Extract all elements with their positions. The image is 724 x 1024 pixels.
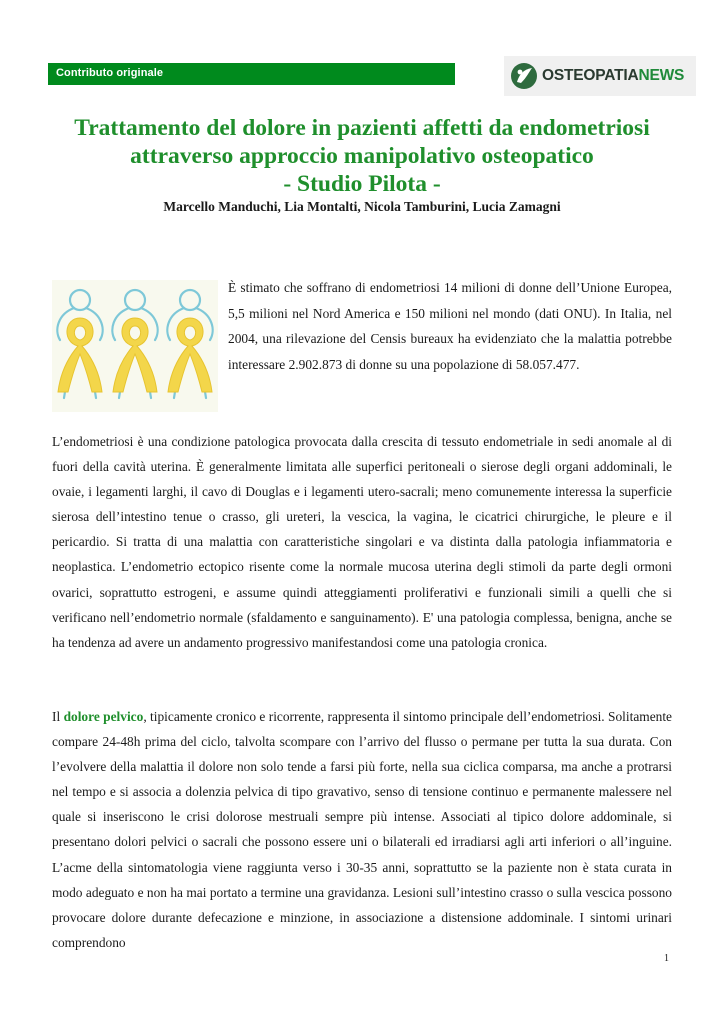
banner-label: Contributo originale <box>56 67 164 79</box>
title-line-1: Trattamento del dolore in pazienti affetti da endometriosi <box>74 115 650 141</box>
p2-lead: Il <box>52 709 64 724</box>
authors-line: Marcello Manduchi, Lia Montalti, Nicola Tamburini, Lucia Zamagni <box>163 199 561 214</box>
intro-paragraph: È stimato che soffrano di endometriosi 14 milioni di donne dell’Unione Europea, 5,5 milioni nel Nord America e 150 milioni nel mondo (dati ONU). In Italia, nel 2004, una rilevazione del Censis bureaux ha evidenziato che la malattia potrebbe interessare 2.902.873 di donne su una popolazione di 58.057.477. <box>228 280 672 372</box>
logo-mark-icon <box>510 62 538 90</box>
yellow-ribbon-figures-icon <box>52 280 218 412</box>
title-line-2: attraverso approccio manipolativo osteopatico <box>130 143 594 169</box>
dolore-pelvico-highlight: dolore pelvico <box>63 709 144 724</box>
osteopatianews-logo <box>504 56 696 96</box>
body-paragraph-1: L’endometriosi è una condizione patologica provocata dalla crescita di tessuto endometriale in sedi anomale al di fuori della cavità uterina. È generalmente limitata alle superfici peritoneali o sierose degli organi addominali, le ovaie, i legamenti larghi, il cavo di Douglas e i legamenti utero-sacrali; meno comunemente interessa la superficie sierosa dell’intestino tenue o crasso, gli ureteri, la vescica, la vagina, le cicatrici chirurgiche, le pleure e il pericardio. Si tratta di una malattia con caratteristiche singolari e va distinta dalla patologia infiammatoria e neoplastica. L’endometrio ectopico risente come la normale mucosa uterina degli stimoli da parte degli ormoni ovarici, soprattutto estrogeni, e assume quindi atteggiamenti proliferativi e funzionali simili a quelli che si verificano nell’endometrio normale (sfaldamento e sanguinamento). E' una patologia complessa, benigna, anche se ha tendenza ad avere un andamento progressivo manifestandosi come una patologia cronica. <box>52 434 672 650</box>
title-line-3: - Studio Pilota - <box>283 171 441 197</box>
logo-wordmark: OSTEOPATIANEWS <box>542 67 685 84</box>
article-title <box>30 114 694 198</box>
p2-rest: , tipicamente cronico e ricorrente, rappresenta il sintomo principale dell’endometriosi. Solitamente compare 24-48h prima del ciclo, talvolta scompare con l’arrivo del flusso o permane per tutta la sua durata. Con l’evolvere della malattia il dolore non solo tende a farsi più forte, nella sua ciclica comparsa, ma anche a protrarsi nel tempo e si associa a dolenzia pelvica di tipo gravativo, senso di tensione continuo e permanente malessere nel quale si inseriscono le crisi dolorose mestruali sempre più intense. Associati al tipico dolore addominale, si presentano dolori pelvici o sacrali che possono essere uni o bilaterali ed irradiarsi agli arti inferiori o all’inguine. L’acme della sintomatologia viene raggiunta verso i 30-35 anni, soprattutto se la paziente non è stata curata in modo adeguato e non ha mai portato a termine una gravidanza. Lesioni sull’intestino crasso o sulla vescica possono provocare dolore durante defecazione e minzione, in associazione a distensione addominale. I sintomi urinari comprendono <box>52 709 672 950</box>
section-banner <box>48 63 455 85</box>
body-paragraph-2 <box>52 704 672 955</box>
page-number: 1 <box>664 953 669 964</box>
